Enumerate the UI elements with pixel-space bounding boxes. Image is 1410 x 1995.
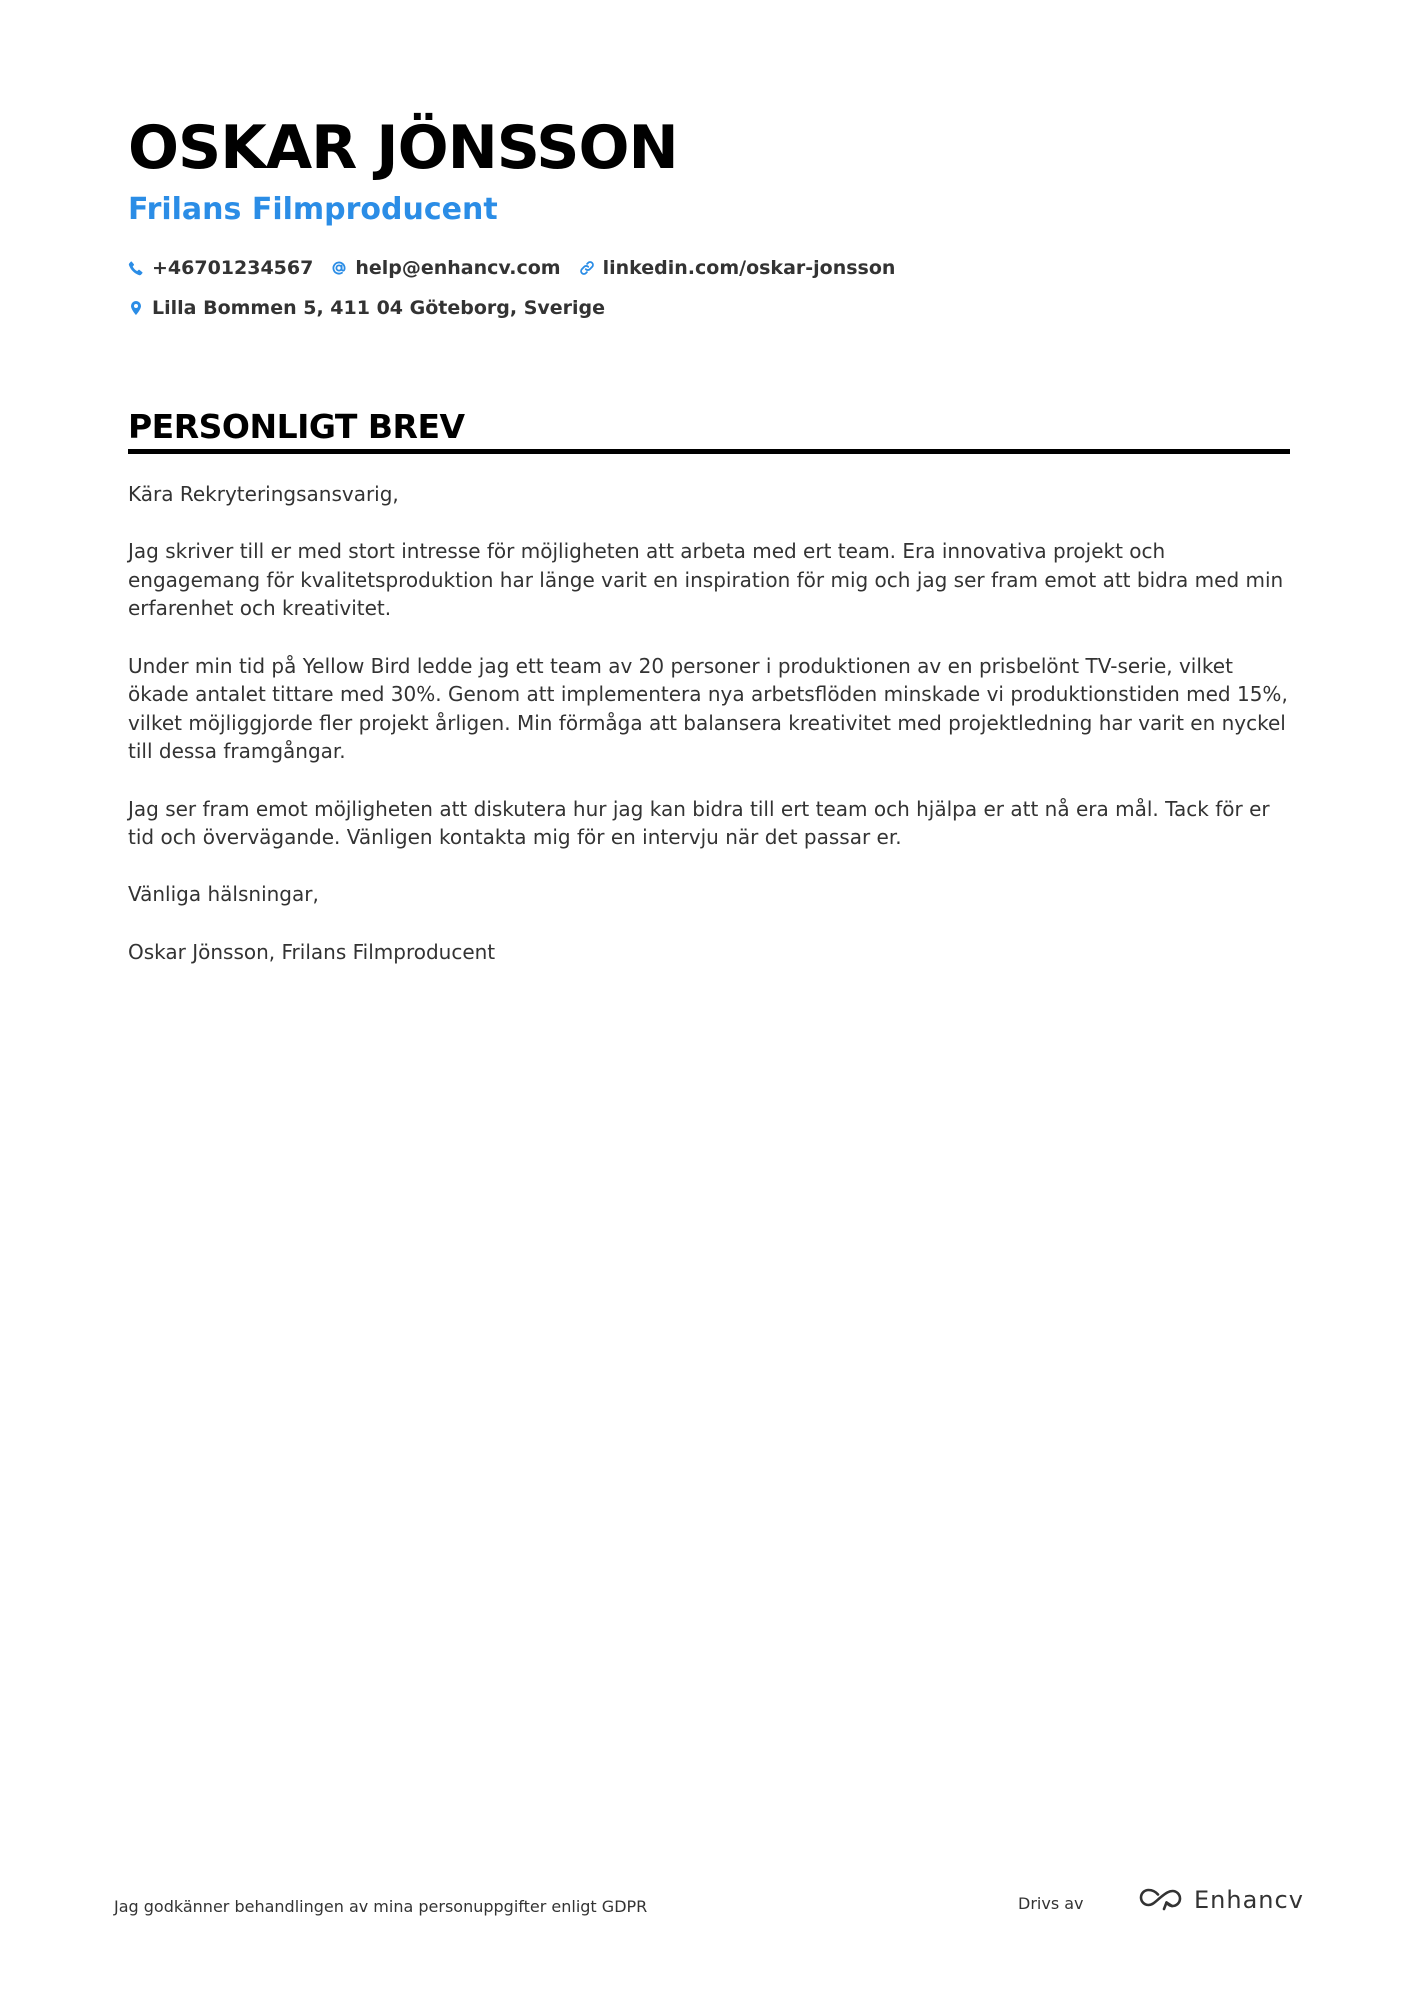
letter-greeting: Kära Rekryteringsansvarig, bbox=[128, 482, 399, 506]
contact-address bbox=[128, 297, 605, 319]
link-icon bbox=[579, 260, 595, 276]
section-title: PERSONLIGT BREV bbox=[128, 407, 465, 446]
letter-paragraph: Under min tid på Yellow Bird ledde jag ett team av 20 personer i produktionen av en prisbelönt TV-serie, vilket ökade antalet tittare med 30%. Genom att implementera nya arbetsflöden minskade vi produktionstiden med 15%, vilket möjliggjorde fler projekt årligen. Min förmåga att balansera kreativitet med projektledning har varit en nyckel till dessa framgångar. bbox=[128, 653, 1288, 764]
enhancv-logo-text: Enhancv bbox=[1194, 1886, 1304, 1914]
enhancv-logo[interactable] bbox=[1138, 1886, 1304, 1914]
candidate-name: OSKAR JÖNSSON bbox=[128, 113, 678, 183]
contact-phone[interactable] bbox=[128, 257, 313, 279]
location-pin-icon bbox=[128, 300, 144, 316]
letter-closing: Vänliga hälsningar, bbox=[128, 882, 319, 907]
address-row bbox=[128, 294, 623, 322]
section-divider bbox=[128, 449, 1290, 454]
letter-body bbox=[128, 480, 1290, 995]
contact-linkedin[interactable] bbox=[579, 257, 896, 279]
at-icon bbox=[331, 260, 347, 276]
phone-text: +46701234567 bbox=[152, 257, 314, 279]
gdpr-consent-text: Jag godkänner behandlingen av mina personuppgifter enligt GDPR bbox=[114, 1897, 648, 1916]
enhancv-logo-icon bbox=[1138, 1886, 1184, 1914]
address-text: Lilla Bommen 5, 411 04 Göteborg, Sverige bbox=[152, 297, 606, 319]
letter-signature: Oskar Jönsson, Frilans Filmproducent bbox=[128, 939, 496, 964]
email-text: help@enhancv.com bbox=[355, 257, 561, 279]
letter-paragraph: Jag skriver till er med stort intresse för möjligheten att arbeta med ert team. Era innovativa projekt och engagemang för kvalitetsproduktion har länge varit en inspiration för mig och jag ser fram emot att bidra med min erfarenhet och kreativitet. bbox=[128, 539, 1284, 621]
letter-paragraph: Jag ser fram emot möjligheten att diskutera hur jag kan bidra till ert team och hjälpa er att nå era mål. Tack för er tid och övervägande. Vänligen kontakta mig för en intervju när det passar er. bbox=[128, 796, 1270, 850]
contact-row bbox=[128, 254, 913, 282]
phone-icon bbox=[128, 260, 144, 276]
powered-by-label: Drivs av bbox=[1018, 1894, 1084, 1913]
contact-email[interactable] bbox=[331, 257, 560, 279]
linkedin-text: linkedin.com/oskar-jonsson bbox=[602, 257, 896, 279]
job-title: Frilans Filmproducent bbox=[128, 192, 498, 227]
